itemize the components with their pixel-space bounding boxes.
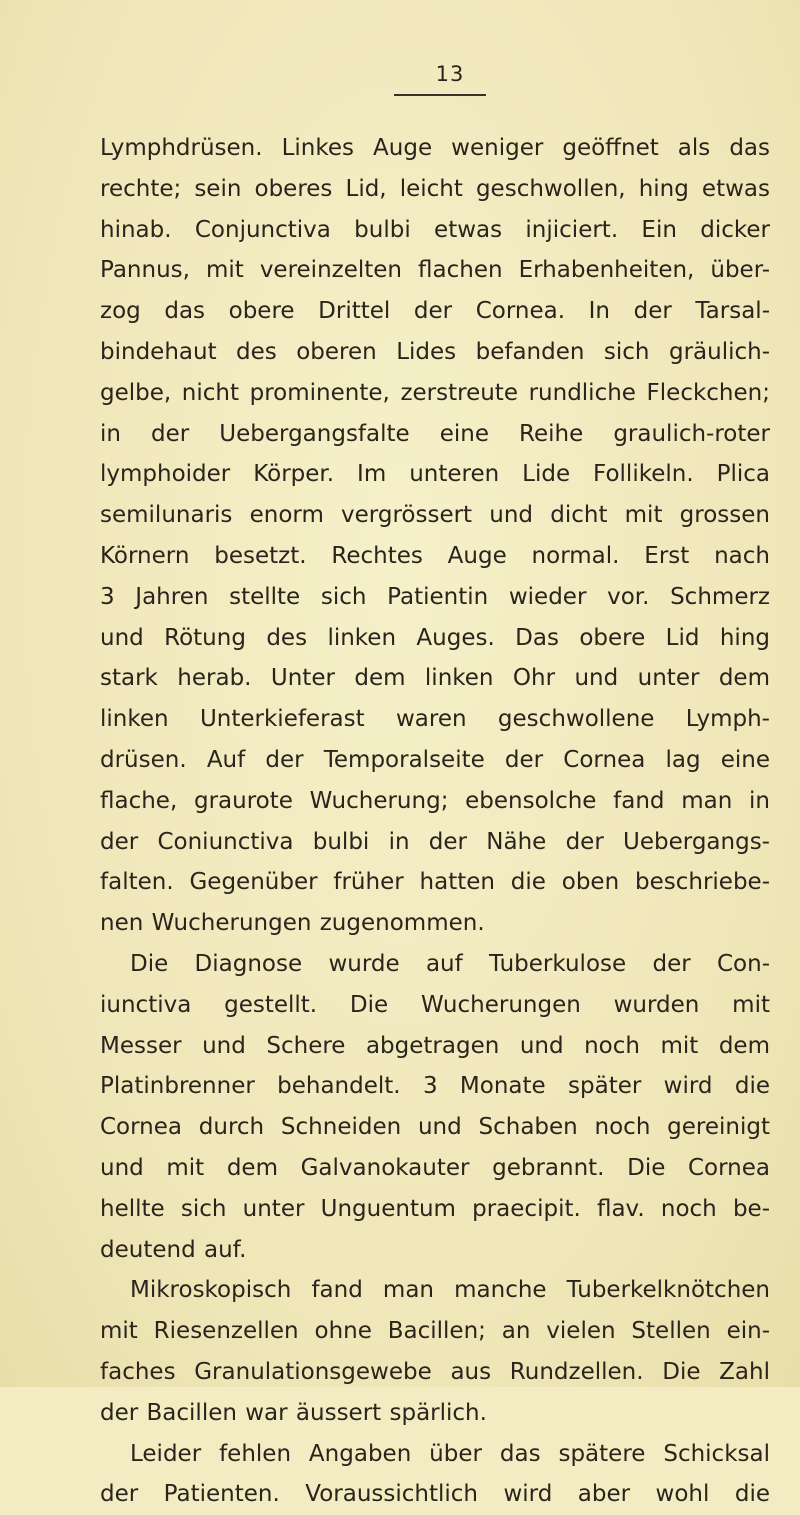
- text-line: falten. Gegenüber früher hatten die oben beschriebe-: [100, 869, 770, 896]
- text-line: Körnern besetzt. Rechtes Auge normal. Erst nach: [100, 542, 770, 569]
- text-line: Cornea durch Schneiden und Schaben noch gereinigt: [100, 1114, 770, 1141]
- text-line: Platinbrenner behandelt. 3 Monate später wird die: [100, 1073, 770, 1100]
- text-line: stark herab. Unter dem linken Ohr und unter dem: [100, 665, 770, 692]
- text-line: zog das obere Drittel der Cornea. In der Tarsal-: [100, 298, 770, 325]
- text-line: nen Wucherungen zugenommen.: [100, 910, 485, 937]
- text-line: mit Riesenzellen ohne Bacillen; an vielen Stellen ein-: [100, 1318, 770, 1345]
- text-line: hinab. Conjunctiva bulbi etwas injiciert. Ein dicker: [100, 216, 770, 243]
- text-line: und Rötung des linken Auges. Das obere Lid hing: [100, 624, 770, 651]
- text-line: Messer und Schere abgetragen und noch mit dem: [100, 1032, 770, 1059]
- text-line: und mit dem Galvanokauter gebrannt. Die Cornea: [100, 1154, 770, 1181]
- text-line: Mikroskopisch fand man manche Tuberkelknötchen: [130, 1277, 770, 1304]
- text-line: Leider fehlen Angaben über das spätere Schicksal: [130, 1440, 770, 1467]
- text-line: iunctiva gestellt. Die Wucherungen wurden mit: [100, 991, 770, 1018]
- text-line: gelbe, nicht prominente, zerstreute rundliche Fleckchen;: [100, 379, 770, 406]
- text-line: drüsen. Auf der Temporalseite der Cornea lag eine: [100, 746, 770, 773]
- text-line: lymphoider Körper. Im unteren Lide Follikeln. Plica: [100, 461, 770, 488]
- text-line: der Coniunctiva bulbi in der Nähe der Uebergangs-: [100, 828, 770, 855]
- text-line: linken Unterkieferast waren geschwollene Lymph-: [100, 706, 770, 733]
- text-line: in der Uebergangsfalte eine Reihe graulich-roter: [100, 420, 770, 447]
- text-line: der Patienten. Voraussichtlich wird aber wohl die: [100, 1481, 770, 1508]
- body-text: [100, 128, 770, 1515]
- text-line: rechte; sein oberes Lid, leicht geschwollen, hing etwas: [100, 175, 770, 202]
- text-line: hellte sich unter Unguentum praecipit. flav. noch be-: [100, 1195, 770, 1222]
- text-line: Pannus, mit vereinzelten flachen Erhabenheiten, über-: [100, 257, 770, 284]
- text-line: Lymphdrüsen. Linkes Auge weniger geöffnet als das: [100, 135, 770, 161]
- text-line: semilunaris enorm vergrössert und dicht mit grossen: [100, 502, 770, 529]
- page-number: 13: [435, 62, 465, 86]
- text-line: flache, graurote Wucherung; ebensolche fand man in: [100, 787, 770, 814]
- header-rule: [394, 94, 486, 96]
- text-line: bindehaut des oberen Lides befanden sich gräulich-: [100, 338, 770, 365]
- text-line: der Bacillen war äussert spärlich.: [100, 1399, 487, 1426]
- text-line: Die Diagnose wurde auf Tuberkulose der Con-: [130, 950, 770, 977]
- text-line: 3 Jahren stellte sich Patientin wieder vor. Schmerz: [100, 583, 770, 610]
- text-line: faches Granulationsgewebe aus Rundzellen. Die Zahl: [100, 1358, 770, 1385]
- text-line: deutend auf.: [100, 1236, 247, 1263]
